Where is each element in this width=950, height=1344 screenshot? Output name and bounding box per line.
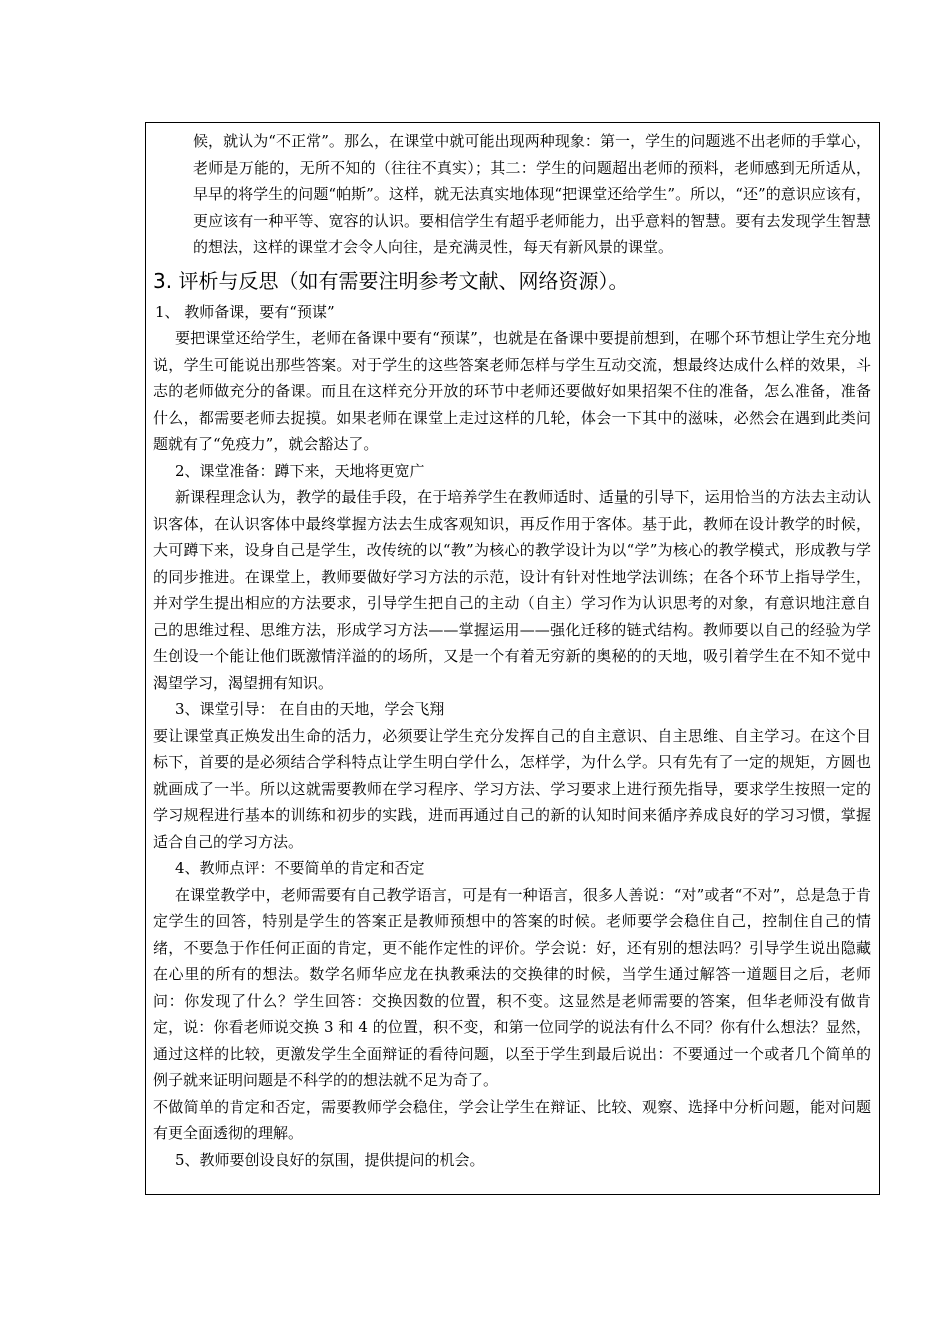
item-1-body: 要把课堂还给学生，老师在备课中要有“预谋”，也就是在备课中要提前想到，在哪个环节想让学生充分地说，学生可能说出那些答案。对于学生的这些答案老师怎样与学生互动交流，想最终达成什么样的效果，斗志的老师做充分的备课。而且在这样充分开放的环节中老师还要做好如果招架不住的准备，怎么准备，准备什么，都需要老师去捉摸。如果老师在课堂上走过这样的几轮，体会一下其中的滋味，必然会在遇到此类问题就有了“免疫力”，就会豁达了。 — [153, 329, 871, 453]
item-5-title: 5、教师要创设良好的氛围，提供提问的机会。 — [175, 1150, 485, 1169]
table-cell — [145, 122, 880, 1195]
item-4-body: 在课堂教学中，老师需要有自己教学语言，可是有一种语言，很多人善说：“对”或者“不对”，总是急于肯定学生的回答，特别是学生的答案正是教师预想中的答案的时候。老师要学会稳住自己，控制住自己的情绪，不要急于作任何正面的肯定，更不能作定性的评价。学会说：好，还有别的想法吗？引导学生说出隐藏在心里的所有的想法。数学名师华应龙在执教乘法的交换律的时候，当学生通过解答一道题目之后，老师问：你发现了什么？学生回答：交换因数的位置，积不变。这显然是老师需要的答案，但华老师没有做肯定，说：你看老师说交换 3 和 4 的位置，积不变，和第一位同学的说法有什么不同？你有什么想法？显然，通过这样的比较，更激发学生全面辩证的看待问题，以至于学生到最后说出：不要通过一个或者几个简单的例子就来证明问题是不科学的的想法就不足为奇了。 — [153, 885, 871, 1089]
item-3-title: 3、课堂引导： 在自由的天地，学会飞翔 — [175, 700, 445, 718]
document-body — [153, 128, 871, 1173]
item-3-body: 要让课堂真正焕发出生命的活力，必须要让学生充分发挥自己的自主意识、自主思维、自主学习。在这个目标下，首要的是必须结合学科特点让学生明白学什么，怎样学，为什么学。只有先有了一定的规矩，方圆也就画成了一半。所以这就需要教师在学习程序、学习方法、学习要求上进行预先指导，要求学生按照一定的学习规程进行基本的训练和初步的实践，进而再通过自己的新的认知时间来循序养成良好的学习习惯，掌握适合自己的学习方法。 — [153, 726, 871, 851]
continuation-paragraph: 候，就认为“不正常”。那么，在课堂中就可能出现两种现象：第一，学生的问题逃不出老师的手掌心，老师是万能的，无所不知的（往往不真实）；其二：学生的问题超出老师的预料，老师感到无所适从，早早的将学生的问题“帕斯”。这样，就无法真实地体现“把课堂还给学生”。所以，“还”的意识应该有，更应该有一种平等、宽容的认识。要相信学生有超乎老师能力，出乎意料的智慧。要有去发现学生智慧的想法，这样的课堂才会令人向往，是充满灵性，每天有新风景的课堂。 — [193, 132, 871, 256]
section-heading: 3. 评析与反思（如有需要注明参考文献、网络资源）。 — [153, 268, 629, 293]
item-2-body: 新课程理念认为，教学的最佳手段，在于培养学生在教师适时、适量的引导下，运用恰当的方法去主动认识客体，在认识客体中最终掌握方法去生成客观知识，再反作用于客体。基于此，教师在设计教学的时候，大可蹲下来，设身自己是学生，改传统的以“教”为核心的教学设计为以“学”为核心的教学模式，形成教与学的同步推进。在课堂上，教师要做好学习方法的示范，设计有针对性地学法训练；在各个环节上指导学生，并对学生提出相应的方法要求，引导学生把自己的主动（自主）学习作为认识思考的对象，有意识地注意自己的思维过程、思维方法，形成学习方法——掌握运用——强化迁移的链式结构。教师要以自己的经验为学生创设一个能让他们既激情洋溢的的场所，又是一个有着无穷新的奥秘的的天地，吸引着学生在不知不觉中渴望学习，渴望拥有知识。 — [153, 488, 871, 692]
item-4-title: 4、教师点评：不要简单的肯定和否定 — [175, 859, 425, 877]
item-2-title: 2、课堂准备：蹲下来，天地将更宽广 — [175, 461, 425, 480]
item-1-title: 1、 教师备课，要有“预谋” — [155, 302, 335, 321]
item-4-extra: 不做简单的肯定和否定，需要教师学会稳住，学会让学生在辩证、比较、观察、选择中分析问题，能对问题有更全面透彻的理解。 — [153, 1097, 871, 1142]
